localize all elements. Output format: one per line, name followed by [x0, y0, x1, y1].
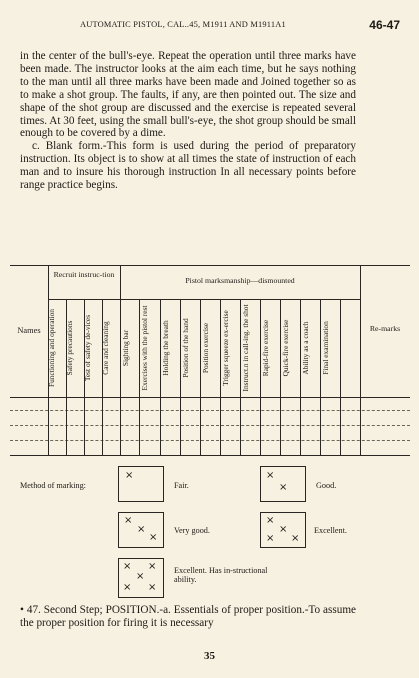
mark-box-excellent-instructional — [118, 558, 164, 598]
column-header: Safety precautions — [65, 320, 74, 376]
label-excellent-instructional: Excellent. Has in-structional ability. — [174, 566, 268, 584]
column-header: Rapid-fire exercise — [261, 319, 270, 377]
x-mark-icon: × — [149, 532, 158, 543]
x-mark-icon: × — [148, 561, 157, 572]
x-mark-icon: × — [137, 524, 146, 535]
x-mark-icon: × — [123, 582, 132, 593]
paragraph-blank-form: c. Blank form.-This form is used during the period of preparatory instruction. Its object is to show at all times the state of instruction of each man and to insure his thorough instruction In all necessary points before range practice begins. — [20, 140, 356, 192]
header-title: AUTOMATIC PISTOL, CAL..45, M1911 AND M1911A1 — [80, 20, 286, 29]
col-rule — [360, 265, 361, 455]
mark-box-excellent — [260, 512, 306, 548]
table-group-rule — [48, 299, 360, 300]
mark-box-very-good — [118, 512, 164, 548]
column-header: Care and cleaning — [101, 321, 110, 375]
table-top-rule — [10, 265, 410, 266]
pistol-marksmanship-header: Pistol marksmanship—dismounted — [185, 276, 295, 285]
blank-form-table — [10, 265, 410, 460]
x-mark-icon: × — [279, 482, 288, 493]
column-header: Ability as a coach — [301, 321, 310, 375]
x-mark-icon: × — [266, 515, 275, 526]
column-header: Final examination — [321, 321, 330, 375]
remarks-column-header: Re-marks — [369, 324, 401, 333]
recruit-instruction-header: Recruit instruc-tion — [53, 270, 115, 279]
col-rule — [340, 299, 341, 455]
table-header-bottom-rule — [10, 397, 410, 398]
x-mark-icon: × — [125, 470, 134, 481]
column-header: Position of the hand — [181, 318, 190, 378]
x-mark-icon: × — [291, 533, 300, 544]
table-row — [10, 410, 410, 411]
x-mark-icon: × — [123, 561, 132, 572]
label-excellent: Excellent. — [314, 526, 347, 535]
section-47-text: • 47. Second Step; POSITION.-a. Essentials of proper position.-To assume the proper position for firing it is necessary — [20, 604, 356, 629]
column-header: Trigger squeeze ex-ercise — [221, 310, 230, 386]
table-row — [10, 440, 410, 441]
column-header: Functioning and operation — [47, 309, 56, 387]
column-header: Holding the breath — [161, 320, 170, 376]
column-header: Instruct.n in call-ing. the shot — [241, 304, 250, 392]
column-header: Exercises with the pistol rest — [140, 305, 149, 391]
label-very-good: Very good. — [174, 526, 210, 535]
column-header: Test of safety de-vices — [83, 314, 92, 382]
label-fair: Fair. — [174, 481, 189, 490]
x-mark-icon: × — [136, 571, 145, 582]
mark-box-fair — [118, 466, 164, 502]
column-header: Sighting bar — [121, 329, 130, 367]
table-bottom-rule — [10, 455, 410, 456]
body-text — [20, 50, 356, 192]
column-header: Position exercise — [201, 322, 210, 374]
label-good: Good. — [316, 481, 337, 490]
header-section-number: 46-47 — [369, 18, 400, 32]
x-mark-icon: × — [279, 524, 288, 535]
x-mark-icon: × — [266, 470, 275, 481]
marking-legend — [18, 462, 398, 602]
column-header: Quick-fire exercise — [281, 319, 290, 377]
running-header — [20, 20, 408, 36]
paragraph-continued: in the center of the bull's-eye. Repeat the operation until three marks have been made. The instructor looks at the aim each time, but he says nothing to the man until all three marks have been made and Joined together so as to make a shot group. The faults, if any, are then pointed out. The size and shape of the shot group are discussed and the exercise is repeated several times. At 30 feet, using the small bull's-eye, the shot group should be small enough to be covered by a dime. — [20, 50, 356, 140]
names-column-header: Names — [17, 326, 41, 335]
x-mark-icon: × — [124, 515, 133, 526]
mark-box-good — [260, 466, 306, 502]
method-of-marking-label: Method of marking: — [20, 481, 86, 490]
page-number: 35 — [204, 650, 215, 662]
x-mark-icon: × — [266, 533, 275, 544]
table-row — [10, 425, 410, 426]
x-mark-icon: × — [148, 582, 157, 593]
